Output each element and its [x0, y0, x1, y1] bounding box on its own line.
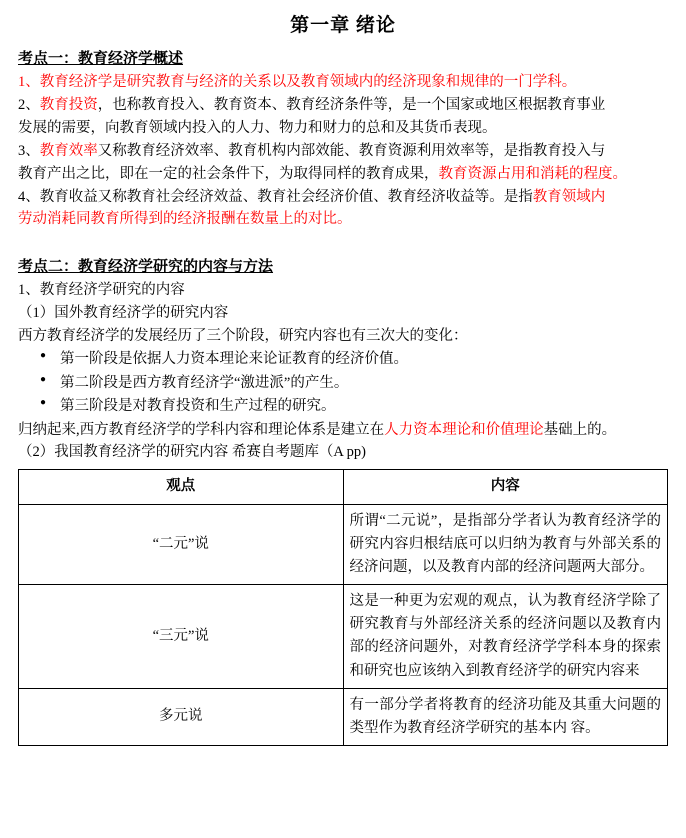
- text-run-highlight: 教育效率: [39, 142, 98, 159]
- text-run: 归纳起来,西方教育经济学的学科内容和理论体系是建立在: [18, 421, 385, 438]
- paragraph: [18, 71, 668, 94]
- paragraph: [18, 325, 668, 348]
- text-run: 教育产出之比，即在一定的社会条件下，为取得同样的教育成果，: [18, 165, 439, 182]
- cell-term: “三元”说: [19, 585, 344, 689]
- text-run-highlight: 人力资本理论和价值理论: [384, 421, 544, 438]
- paragraph: [18, 302, 668, 325]
- text-run-highlight: 劳动消耗同教育所得到的经济报酬在数量上的对比。: [18, 211, 352, 228]
- paragraph: [18, 140, 668, 163]
- column-header-content: 内容: [343, 470, 668, 504]
- section-spacer: [18, 231, 668, 251]
- viewpoint-table-wrapper: [18, 469, 668, 746]
- paragraph: [18, 419, 668, 442]
- list-item: [40, 372, 668, 395]
- text-run-highlight: 教育投资: [39, 96, 98, 113]
- cell-desc: 有一部分学者将教育的经济功能及其重大问题的类型作为教育经济学研究的基本内 容。: [343, 688, 668, 745]
- column-header-viewpoint: 观点: [19, 470, 344, 504]
- text-run-highlight: 教育领域内: [532, 188, 606, 205]
- section-heading-2: [18, 255, 668, 276]
- paragraph: [18, 94, 668, 117]
- cell-term: 多元说: [19, 688, 344, 745]
- table-header-row: [19, 470, 668, 504]
- paragraph: [18, 163, 668, 186]
- table-row: [19, 585, 668, 689]
- bullet-list: [18, 348, 668, 418]
- text-run: （1）国外教育经济学的研究内容: [18, 305, 229, 322]
- paragraph-watermark: [18, 441, 668, 464]
- list-item-label: 第二阶段是西方教育经济学“激进派”的产生。: [60, 374, 349, 391]
- cell-desc: 这是一种更为宏观的观点，认为教育经济学除了研究教育与外部经济关系的经济问题以及教育内部的经济问题外，对教育经济学学科本身的探索和研究也应该纳入到教育经济学的研究内容来: [343, 585, 668, 689]
- text-run: 4、教育收益又称教育社会经济效益、教育社会经济价值、教育经济收益等。是指: [18, 188, 533, 205]
- text-run: 2、: [18, 96, 40, 113]
- page-title: 第一章 绪论: [290, 15, 396, 36]
- text-run: 1、: [18, 74, 40, 90]
- paragraph: [18, 279, 668, 302]
- list-item-label: 第三阶段是对教育投资和生产过程的研究。: [60, 398, 336, 415]
- cell-term: “二元”说: [19, 504, 344, 585]
- table-row: [19, 504, 668, 585]
- text-run: 发展的需要，向教育领域内投入的人力、物力和财力的总和及其货币表现。: [18, 119, 497, 136]
- text-run: 3、: [18, 142, 40, 159]
- text-run: 1、教育经济学研究的内容: [18, 282, 185, 299]
- list-item: [40, 395, 668, 418]
- text-run-highlight: 教育资源占用和消耗的程度。: [438, 165, 627, 182]
- paragraph: [18, 186, 668, 209]
- list-item: [40, 348, 668, 371]
- text-run: 西方教育经济学的发展经历了三个阶段，研究内容也有三次大的变化：: [18, 328, 468, 345]
- paragraph: [18, 208, 668, 231]
- viewpoint-table: [18, 469, 668, 746]
- text-run: 教育经济学是研究教育与经济的关系以及教育领域内的经济现象和规律的一门学科。: [39, 74, 577, 90]
- list-item-label: 第一阶段是依据人力资本理论来论证教育的经济价值。: [60, 351, 408, 368]
- text-run: 又称教育经济效率、教育机构内部效能、教育资源利用效率等，是指教育投入与: [97, 142, 606, 159]
- paragraph: [18, 117, 668, 140]
- table-row: [19, 688, 668, 745]
- text-run: ，也称教育投入、教育资本、教育经济条件等，是一个国家或地区根据教育事业: [97, 96, 606, 113]
- text-run: 基础上的。: [543, 421, 617, 438]
- section-heading-2-text: 考点二：教育经济学研究的内容与方法: [18, 259, 274, 276]
- cell-desc: 所谓“二元说”，是指部分学者认为教育经济学的研究内容归根结底可以归纳为教育与外部关系的经济问题，以及教育内部的经济问题两大部分。: [343, 504, 668, 585]
- section-heading-1: [18, 47, 668, 68]
- text-run: （2）我国教育经济学的研究内容 希赛自考题库（A pp): [18, 444, 366, 461]
- section-heading-1-text: 考点一：教育经济学概述: [18, 51, 184, 67]
